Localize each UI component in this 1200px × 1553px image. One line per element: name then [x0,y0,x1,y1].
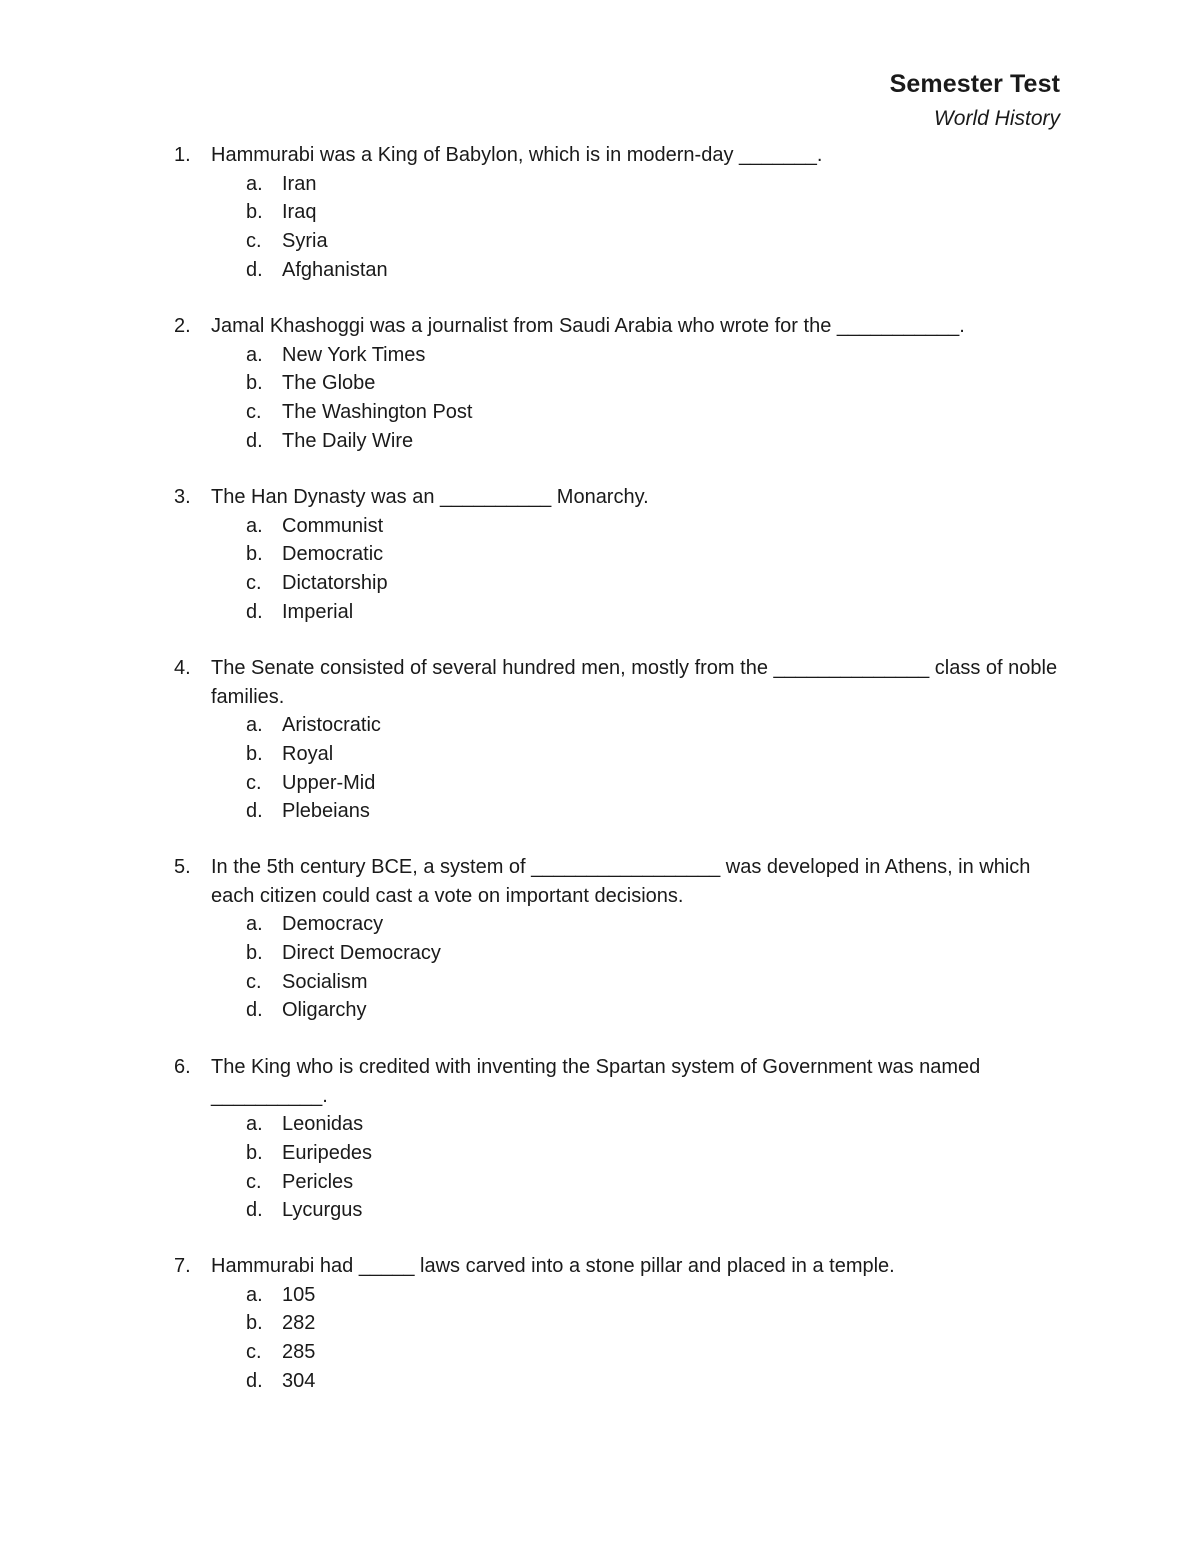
answer-option [0,1281,1200,1310]
option-letter: d. [246,1369,263,1392]
answer-option [0,1196,1200,1225]
option-letter: c. [246,771,262,794]
question-4 [0,654,1200,826]
option-text: Democracy [282,913,384,936]
option-text: Dictatorship [282,572,388,595]
option-text: Direct Democracy [282,942,441,965]
answer-option [0,1309,1200,1338]
option-text: 285 [282,1341,316,1364]
answer-option [0,1110,1200,1139]
option-text: 105 [282,1283,316,1306]
option-text: The Globe [282,372,376,395]
question-1 [0,141,1200,284]
answer-option [0,540,1200,569]
option-letter: a. [246,1283,263,1306]
option-letter: a. [246,172,263,195]
answer-option [0,1168,1200,1197]
answer-options [0,1110,1200,1225]
question-number: 4. [174,657,191,679]
option-letter: a. [246,343,263,366]
question-text: The Senate consisted of several hundred men, mostly from the ______________ class of noble families. [211,657,1063,708]
question-text: The King who is credited with inventing the Spartan system of Government was named __________. [211,1056,986,1107]
question-number: 2. [174,315,191,337]
answer-option [0,939,1200,968]
question-text: Hammurabi was a King of Babylon, which is in modern-day _______. [211,144,823,166]
option-text: Democratic [282,543,384,566]
option-letter: b. [246,372,263,395]
question-number: 6. [174,1056,191,1078]
option-letter: d. [246,600,263,623]
answer-option [0,711,1200,740]
option-text: Imperial [282,600,354,623]
answer-option [0,398,1200,427]
option-letter: b. [246,942,263,965]
answer-option [0,569,1200,598]
question-number: 3. [174,486,191,508]
question-number: 5. [174,856,191,878]
question-number: 1. [174,144,191,166]
question-text: Jamal Khashoggi was a journalist from Saudi Arabia who wrote for the ___________. [211,315,965,337]
option-text: Aristocratic [282,714,381,737]
answer-option [0,512,1200,541]
answer-option [0,740,1200,769]
document-subtitle: World History [933,107,1060,130]
question-text: In the 5th century BCE, a system of _________________ was developed in Athens, in which each citizen could cast a vote on important decisions. [211,856,1036,907]
option-text: Euripedes [282,1142,373,1165]
option-text: Iraq [282,201,317,224]
option-text: Lycurgus [282,1199,363,1222]
answer-option [0,1367,1200,1396]
option-letter: c. [246,1341,262,1364]
answer-option [0,996,1200,1025]
answer-option [0,910,1200,939]
answer-options [0,341,1200,456]
answer-option [0,797,1200,826]
answer-option [0,256,1200,285]
answer-option [0,170,1200,199]
option-letter: b. [246,1312,263,1335]
option-letter: c. [246,401,262,424]
question-text: The Han Dynasty was an __________ Monarchy. [211,486,649,508]
option-letter: d. [246,258,263,281]
option-text: Communist [282,514,384,537]
option-letter: d. [246,1199,263,1222]
option-text: The Washington Post [282,401,473,424]
answer-options [0,170,1200,285]
option-letter: b. [246,543,263,566]
answer-option [0,968,1200,997]
answer-option [0,341,1200,370]
option-text: Upper-Mid [282,771,376,794]
option-text: Plebeians [282,800,370,823]
option-text: Leonidas [282,1113,364,1136]
option-text: Afghanistan [282,258,388,281]
answer-option [0,369,1200,398]
option-text: New York Times [282,343,426,366]
option-text: 304 [282,1369,316,1392]
question-6 [0,1053,1200,1225]
option-letter: a. [246,1113,263,1136]
option-text: The Daily Wire [282,429,414,452]
answer-option [0,1338,1200,1367]
option-letter: b. [246,743,263,766]
option-text: Iran [282,172,317,195]
answer-option [0,769,1200,798]
option-letter: a. [246,913,263,936]
option-letter: c. [246,970,262,993]
option-letter: d. [246,999,263,1022]
option-text: Socialism [282,970,368,993]
option-text: Royal [282,743,334,766]
option-text: Syria [282,230,328,253]
option-letter: c. [246,1170,262,1193]
answer-option [0,598,1200,627]
option-letter: b. [246,1142,263,1165]
question-7 [0,1252,1200,1395]
option-text: Pericles [282,1170,354,1193]
answer-option [0,1139,1200,1168]
question-number: 7. [174,1255,191,1277]
option-letter: a. [246,714,263,737]
answer-option [0,198,1200,227]
answer-options [0,512,1200,627]
answer-options [0,711,1200,826]
option-text: 282 [282,1312,316,1335]
question-5 [0,853,1200,1025]
answer-options [0,910,1200,1025]
answer-option [0,227,1200,256]
document-title: Semester Test [889,70,1060,98]
option-letter: c. [246,572,262,595]
option-letter: a. [246,514,263,537]
question-2 [0,312,1200,455]
option-letter: c. [246,230,262,253]
option-text: Oligarchy [282,999,367,1022]
option-letter: d. [246,800,263,823]
answer-options [0,1281,1200,1396]
option-letter: d. [246,429,263,452]
question-3 [0,483,1200,626]
option-letter: b. [246,201,263,224]
question-text: Hammurabi had _____ laws carved into a stone pillar and placed in a temple. [211,1255,895,1277]
answer-option [0,427,1200,456]
